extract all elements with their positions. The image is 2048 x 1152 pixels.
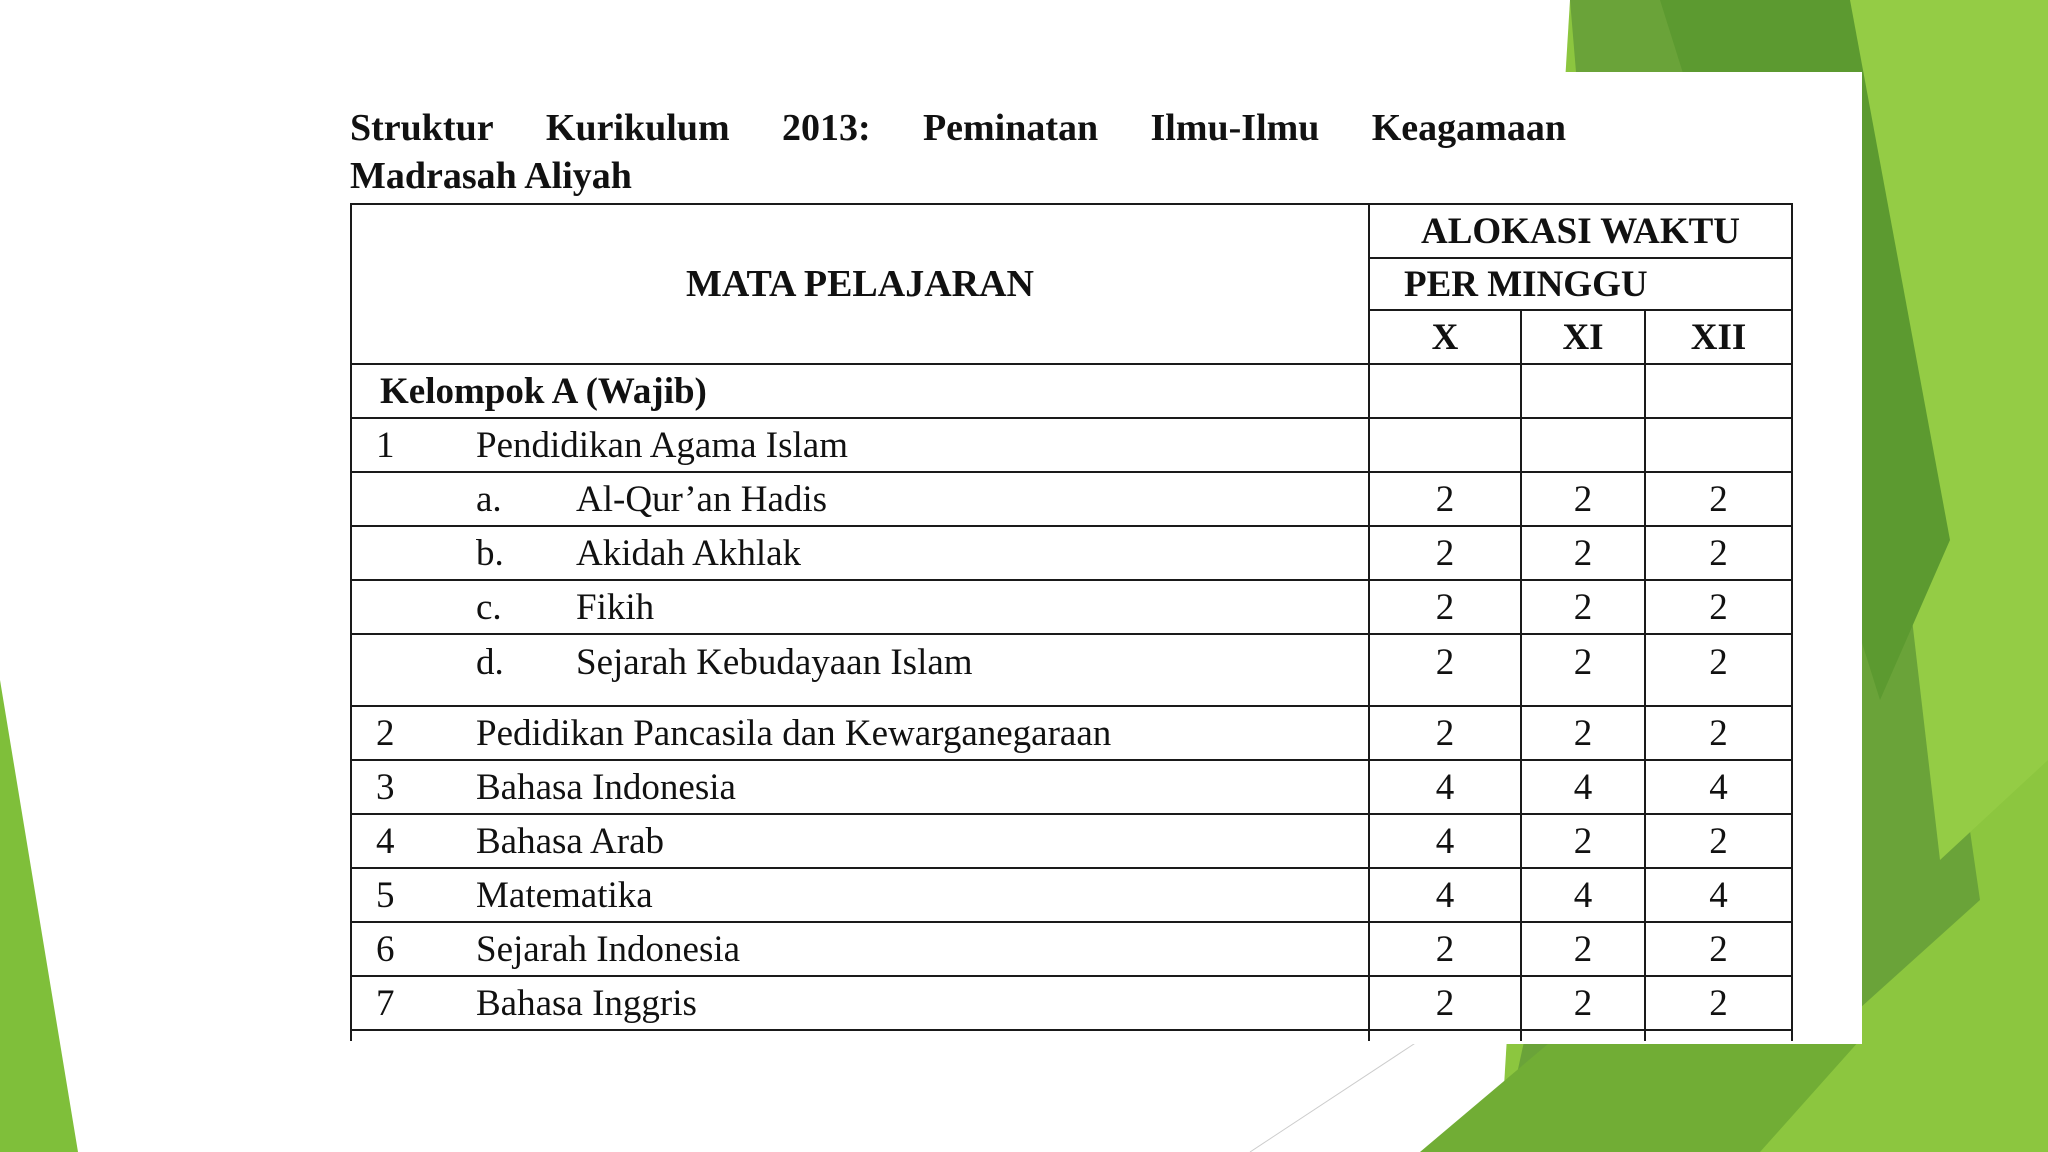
left-green-wedge [0, 680, 78, 1152]
subject-name: Sejarah Indonesia [476, 928, 741, 970]
empty-cell [1645, 364, 1792, 418]
row-number: 7 [376, 982, 395, 1024]
title-line-2: Madrasah Aliyah [350, 155, 632, 197]
row-number: 6 [376, 928, 395, 970]
hours-xi: 2 [1521, 976, 1645, 1030]
table-row [351, 580, 1792, 634]
hours-xii: 2 [1645, 526, 1792, 580]
empty-cell [1369, 364, 1521, 418]
table-row [351, 868, 1792, 922]
empty-cell [1369, 1030, 1521, 1041]
table-cut-off-row [351, 1030, 1792, 1041]
hours-xii: 2 [1645, 814, 1792, 868]
title-word: 2013: [781, 107, 871, 149]
grade-xi-header: XI [1521, 310, 1645, 364]
table-row [351, 634, 1792, 706]
subject-cell [351, 526, 1369, 580]
subject-cell [351, 418, 1369, 472]
table-row [351, 922, 1792, 976]
empty-cell [1645, 418, 1792, 472]
empty-cell [1521, 1030, 1645, 1041]
hours-xi: 4 [1521, 760, 1645, 814]
title-word: Keagamaan [1371, 107, 1566, 149]
title-word: Ilmu-Ilmu [1150, 107, 1320, 149]
hours-x: 2 [1369, 472, 1521, 526]
table-row [351, 418, 1792, 472]
subject-cell [351, 922, 1369, 976]
hours-x: 2 [1369, 580, 1521, 634]
group-row [351, 364, 1792, 418]
subject-name: Bahasa Indonesia [476, 766, 736, 808]
sub-letter: a. [476, 478, 502, 520]
alloc-header-1: ALOKASI WAKTU [1369, 204, 1792, 258]
hours-x: 4 [1369, 760, 1521, 814]
row-number: 2 [376, 712, 395, 754]
subject-name: Bahasa Arab [476, 820, 665, 862]
table-row [351, 760, 1792, 814]
sub-letter: b. [476, 532, 504, 574]
table-row [351, 526, 1792, 580]
hours-xi: 2 [1521, 580, 1645, 634]
hours-xii: 2 [1645, 472, 1792, 526]
hours-xi: 2 [1521, 814, 1645, 868]
hours-xii: 2 [1645, 976, 1792, 1030]
subject-name: Fikih [576, 586, 655, 628]
row-number: 4 [376, 820, 395, 862]
table-row [351, 472, 1792, 526]
row-number: 5 [376, 874, 395, 916]
document-title [350, 104, 1566, 200]
grade-x-header: X [1369, 310, 1521, 364]
hours-xii: 2 [1645, 922, 1792, 976]
thin-gray-line [1250, 1040, 1420, 1152]
hours-xii: 2 [1645, 706, 1792, 760]
subject-cell [351, 814, 1369, 868]
title-word: Kurikulum [545, 107, 730, 149]
subject-name: Matematika [476, 874, 653, 916]
subject-name: Al-Qur’an Hadis [576, 478, 828, 520]
hours-xii: 2 [1645, 580, 1792, 634]
table-row [351, 976, 1792, 1030]
header-row-1 [351, 204, 1792, 258]
group-label: Kelompok A (Wajib) [351, 364, 1369, 418]
hours-x: 4 [1369, 814, 1521, 868]
empty-cell [1521, 364, 1645, 418]
sub-letter: c. [476, 586, 502, 628]
subject-cell [351, 472, 1369, 526]
subject-name: Pedidikan Pancasila dan Kewarganegaraan [476, 712, 1112, 754]
title-word: Struktur [350, 107, 494, 149]
empty-cell [1645, 1030, 1792, 1041]
subject-cell [351, 760, 1369, 814]
hours-x: 2 [1369, 706, 1521, 760]
hours-x: 2 [1369, 922, 1521, 976]
table-row [351, 814, 1792, 868]
subject-header: MATA PELAJARAN [351, 204, 1369, 364]
hours-xi: 2 [1521, 472, 1645, 526]
subject-name: Sejarah Kebudayaan Islam [576, 642, 973, 683]
empty-cell [351, 1030, 1369, 1041]
hours-x: 4 [1369, 868, 1521, 922]
hours-x: 2 [1369, 526, 1521, 580]
hours-xii: 4 [1645, 868, 1792, 922]
grade-xii-header: XII [1645, 310, 1792, 364]
hours-x: 2 [1369, 976, 1521, 1030]
hours-xi: 2 [1521, 706, 1645, 760]
hours-xi: 2 [1521, 922, 1645, 976]
hours-xi: 2 [1521, 634, 1645, 706]
row-number: 3 [376, 766, 395, 808]
subject-cell [351, 868, 1369, 922]
subject-cell [351, 634, 1369, 706]
hours-xi: 2 [1521, 526, 1645, 580]
hours-xi: 4 [1521, 868, 1645, 922]
empty-cell [1521, 418, 1645, 472]
subject-name: Bahasa Inggris [476, 982, 697, 1024]
row-number: 1 [376, 424, 395, 466]
subject-name: Akidah Akhlak [576, 532, 802, 574]
hours-xii: 4 [1645, 760, 1792, 814]
hours-x: 2 [1369, 634, 1521, 706]
title-word: Peminatan [922, 107, 1099, 149]
subject-cell [351, 976, 1369, 1030]
curriculum-table [350, 203, 1793, 1041]
subject-cell [351, 580, 1369, 634]
title-line-1 [350, 104, 1566, 152]
table-row [351, 706, 1792, 760]
empty-cell [1369, 418, 1521, 472]
alloc-header-2: PER MINGGU [1369, 258, 1792, 310]
hours-xii: 2 [1645, 634, 1792, 706]
sub-letter: d. [476, 642, 504, 683]
subject-cell [351, 706, 1369, 760]
subject-name: Pendidikan Agama Islam [476, 424, 848, 466]
